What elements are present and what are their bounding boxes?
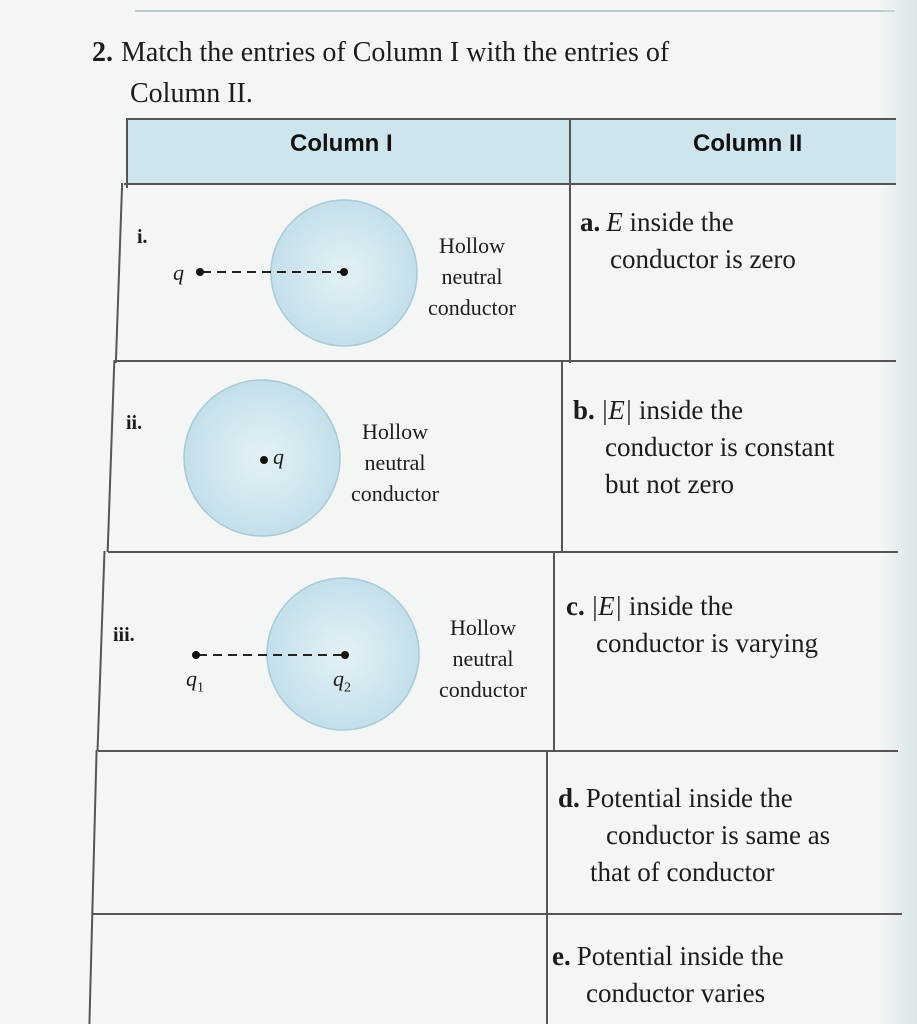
table-border-left-5	[88, 750, 97, 1024]
option-text-line-3: but not zero	[605, 469, 734, 499]
column-2-header: Column II	[693, 130, 803, 157]
label-word: Hollow	[362, 419, 428, 444]
label-word: neutral	[364, 450, 426, 475]
row-iii-label: iii.	[113, 624, 135, 646]
option-b	[573, 392, 834, 503]
charge-dot	[341, 651, 349, 659]
charge-q-label: q	[173, 260, 184, 285]
option-letter: b.	[573, 395, 595, 425]
question-line-1: Match the entries of Column I with the entries of	[121, 37, 670, 68]
row-ii-label: ii.	[126, 412, 143, 434]
question-number: 2.	[92, 37, 113, 68]
row-i-label: i.	[137, 226, 148, 248]
option-text: inside the	[632, 395, 744, 425]
row-i-figure	[160, 190, 440, 360]
table-border-top	[126, 118, 896, 120]
column-divider-4	[546, 750, 548, 1024]
label-word: conductor	[428, 295, 516, 320]
charge-dot	[196, 268, 204, 276]
label-word: neutral	[452, 646, 514, 671]
option-text: Potential inside the	[585, 783, 793, 813]
table-rule-row-1	[116, 360, 896, 362]
table-border-left-2	[115, 183, 123, 363]
vector-e-magnitude-symbol: |E|	[600, 395, 633, 425]
row-i-conductor-label	[412, 230, 532, 323]
option-letter: c.	[566, 591, 585, 621]
table-rule-header	[124, 183, 896, 185]
option-text: Potential inside the	[576, 941, 784, 971]
vector-e-symbol: E	[606, 207, 623, 237]
column-divider-1	[569, 118, 571, 363]
charge-q1-label: $q_1$	[186, 666, 204, 696]
label-word: neutral	[441, 264, 503, 289]
option-text-line-2: conductor is varying	[596, 628, 818, 658]
table-border-left-4	[97, 551, 106, 751]
option-d	[558, 780, 830, 891]
charge-dot	[192, 651, 200, 659]
table-border-left-1	[126, 118, 128, 188]
option-text-line-2: conductor is same as	[606, 820, 831, 850]
column-1-header: Column I	[290, 130, 393, 157]
option-letter: a.	[580, 207, 601, 237]
option-text-line-2: conductor varies	[586, 978, 766, 1008]
charge-q2-label: $q_2$	[333, 666, 351, 696]
option-letter: d.	[558, 783, 580, 813]
column-divider-3	[553, 551, 555, 751]
charge-q-label: q	[273, 444, 284, 469]
row-ii-conductor-label	[335, 416, 455, 509]
row-ii-figure	[180, 376, 360, 546]
vector-e-magnitude-symbol: |E|	[590, 591, 623, 621]
table-rule-row-2	[108, 551, 898, 553]
option-c	[566, 588, 818, 662]
label-word: conductor	[351, 481, 439, 506]
table-rule-row-4	[92, 913, 902, 915]
charge-dot	[260, 456, 268, 464]
option-text: inside the	[622, 207, 734, 237]
option-a	[580, 204, 796, 278]
row-iii-figure	[180, 574, 420, 744]
label-word: conductor	[439, 677, 527, 702]
label-word: Hollow	[450, 615, 516, 640]
column-divider-2	[561, 360, 563, 552]
table-rule-row-3	[98, 750, 898, 752]
option-text-line-2: conductor is zero	[610, 244, 796, 274]
option-text-line-3: that of conductor	[590, 857, 775, 887]
option-text: inside the	[622, 591, 734, 621]
question-line-2: Column II.	[130, 78, 253, 109]
option-letter: e.	[552, 941, 571, 971]
row-iii-conductor-label	[418, 612, 548, 705]
option-e	[552, 938, 784, 1012]
label-word: Hollow	[439, 233, 505, 258]
option-text-line-2: conductor is constant	[605, 432, 835, 462]
center-dot	[340, 268, 348, 276]
table-border-left-3	[107, 360, 116, 552]
